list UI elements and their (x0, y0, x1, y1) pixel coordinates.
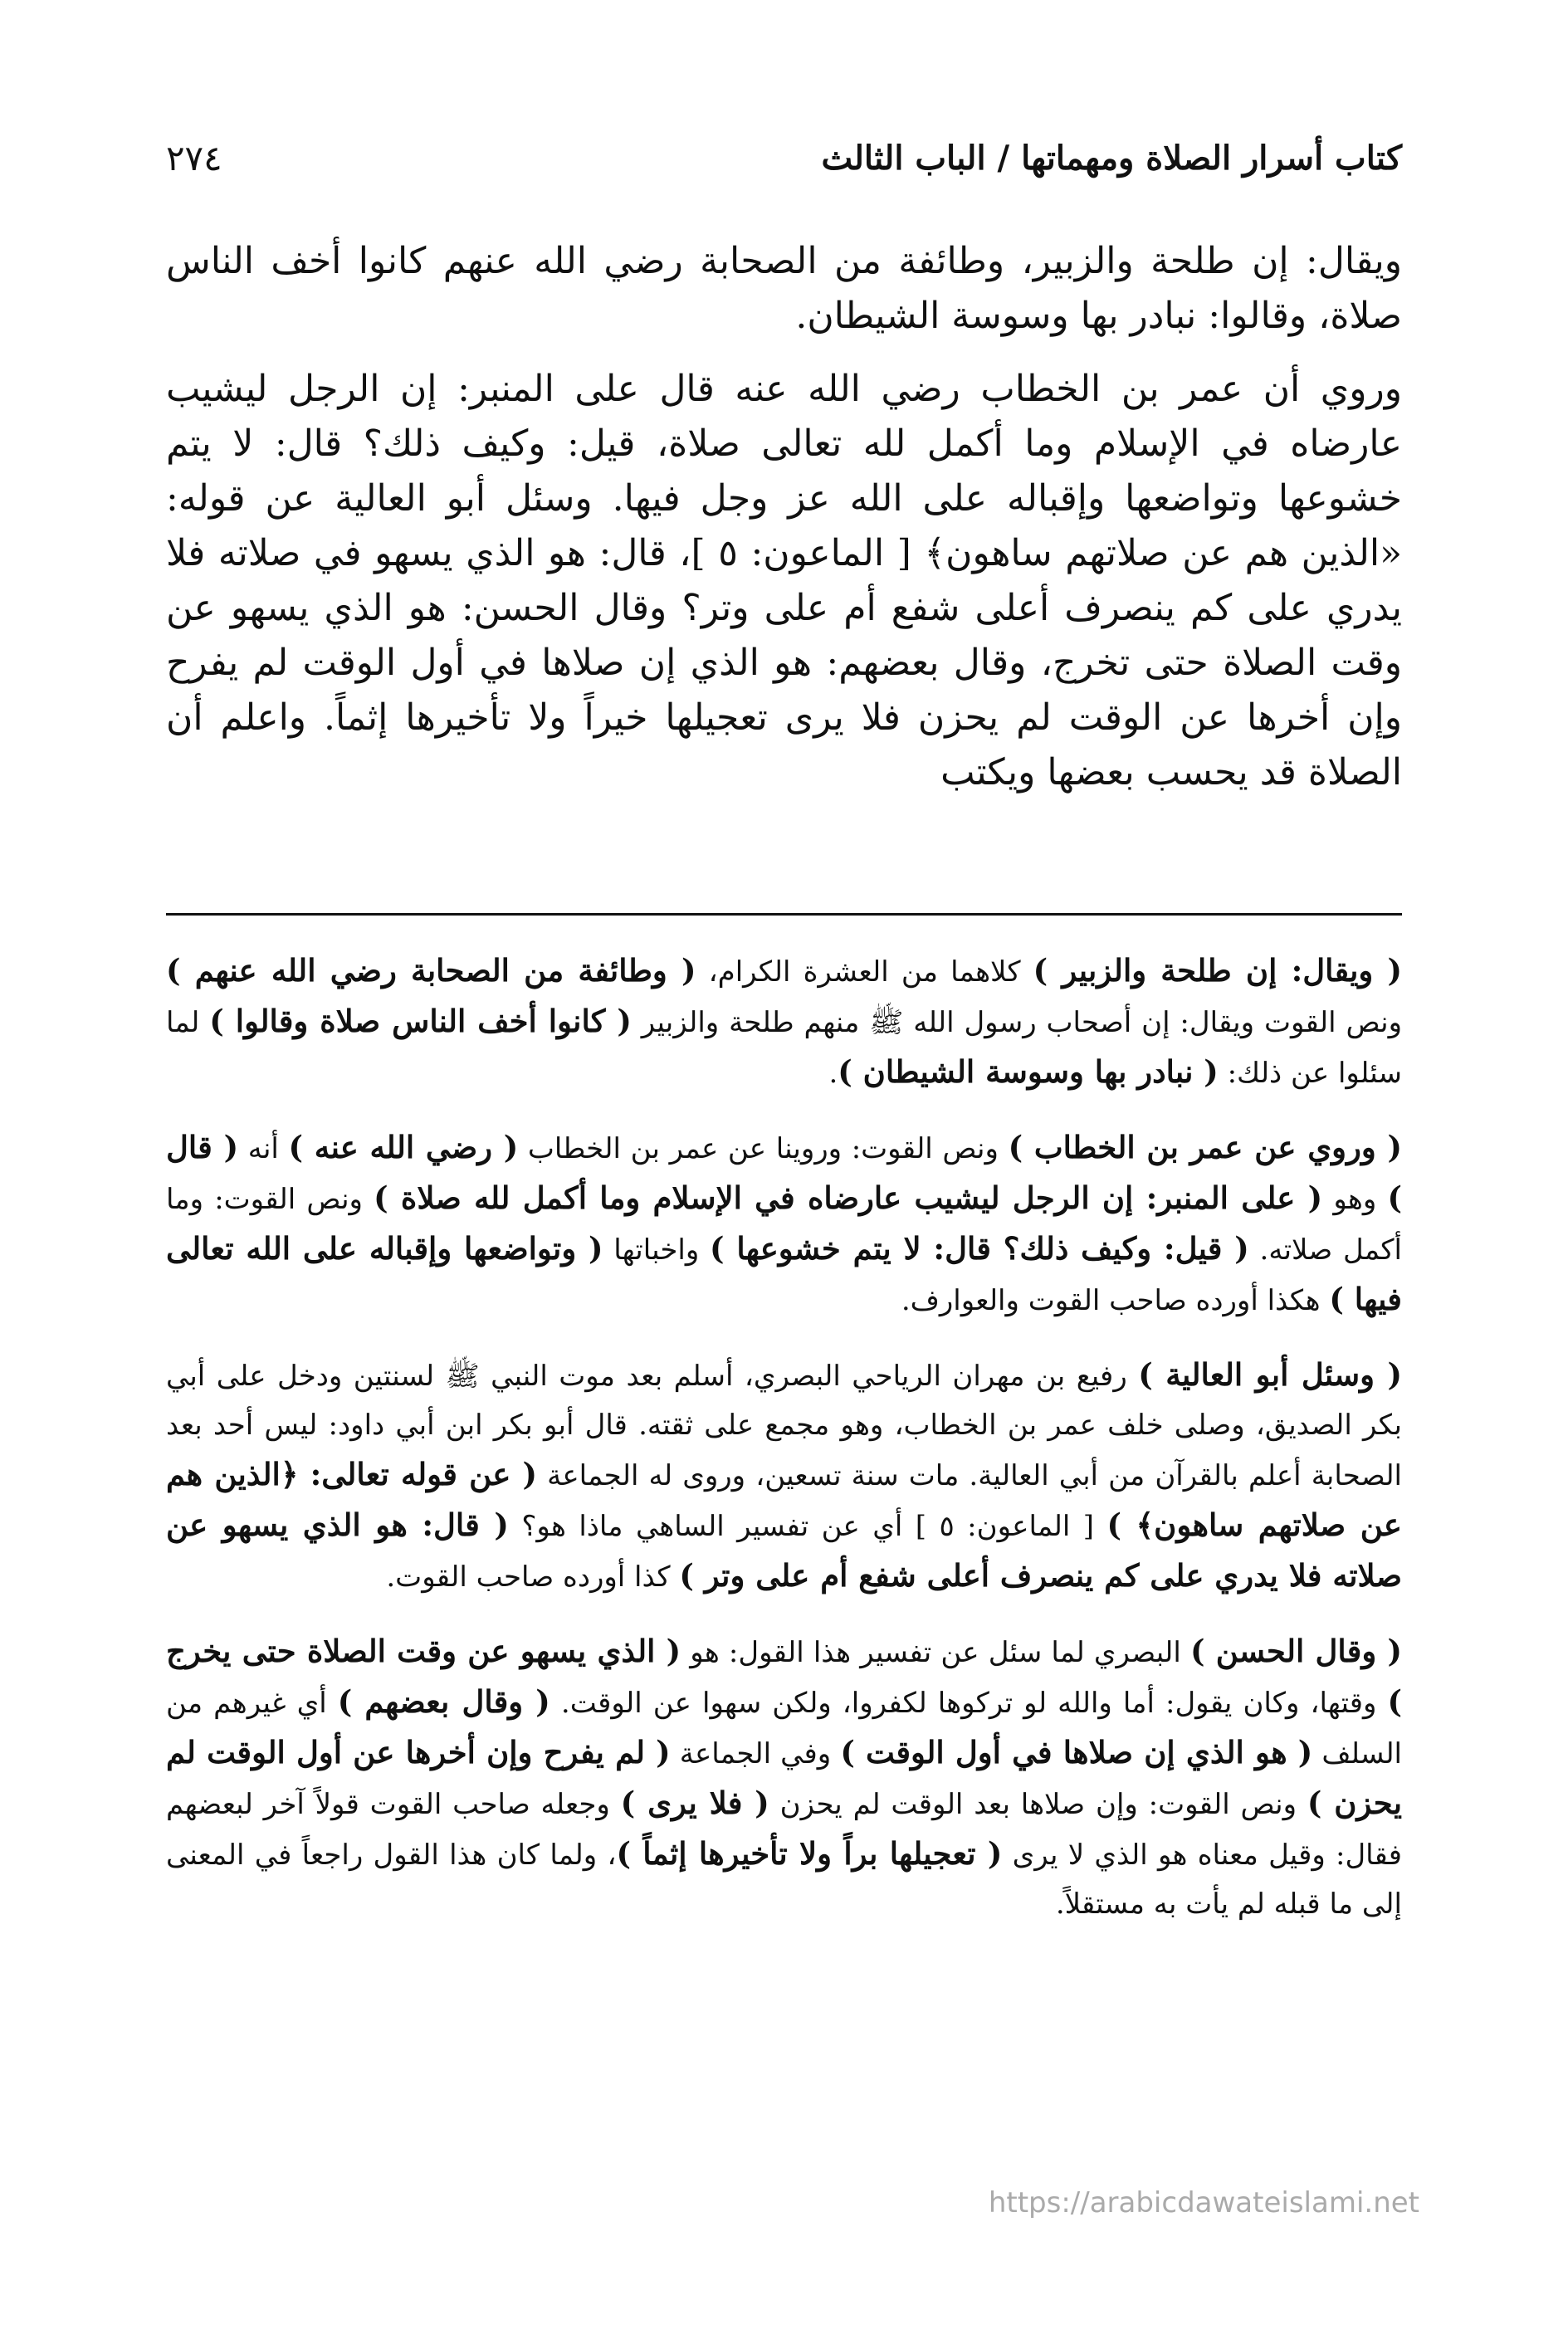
commentary-text: ونص القوت ويقال: إن أصحاب رسول الله ﷺ منهم طلحة والزبير (631, 1006, 1402, 1039)
footnote-divider (166, 913, 1402, 916)
quoted-matn-text: ( وتواضعها وإقباله على الله تعالى فيها ) (166, 1230, 1402, 1317)
commentary-paragraph (166, 946, 1402, 1098)
quoted-matn-text: ( الذي يسهو عن وقت الصلاة حتى يخرج ) (166, 1633, 1403, 1720)
commentary-text: وقتها، وكان يقول: أما والله لو تركوها لكفروا، ولكن سهوا عن الوقت. (550, 1687, 1388, 1720)
commentary-paragraph (166, 1123, 1402, 1326)
commentary-text: كلاهما من العشرة الكرام، (696, 955, 1033, 989)
commentary-notes (166, 946, 1402, 1954)
quoted-matn-text: ( قيل: وكيف ذلك؟ قال: لا يتم خشوعها ) (710, 1230, 1249, 1267)
commentary-text: كذا أورده صاحب القوت. (386, 1560, 680, 1594)
commentary-paragraph (166, 1350, 1402, 1602)
quoted-matn-text: ( هو الذي إن صلاها في أول الوقت ) (840, 1734, 1313, 1770)
running-header (166, 125, 1402, 191)
quoted-matn-text: ( وقال بعضهم ) (337, 1683, 550, 1720)
page-number: ٢٧٤ (166, 137, 222, 178)
commentary-text: ونص القوت: وإن صلاها بعد الوقت لم يحزن (769, 1788, 1307, 1821)
quoted-matn-text: ( نبادر بها وسوسة الشيطان ) (838, 1053, 1219, 1090)
commentary-text: . (828, 1057, 838, 1090)
commentary-text: أنه (238, 1132, 289, 1165)
quoted-matn-text: ( قال: هو الذي يسهو عن صلاته فلا يدري على كم ينصرف أعلى شفع أم على وتر ) (166, 1507, 1402, 1594)
quoted-matn-text: ( وروي عن عمر بن الخطاب ) (1008, 1129, 1402, 1165)
commentary-paragraph (166, 1627, 1402, 1929)
quoted-matn-text: ( فلا يرى ) (620, 1785, 769, 1821)
quoted-matn-text: ( كانوا أخف الناس صلاة وقالوا ) (209, 1003, 632, 1039)
main-paragraph: وروي أن عمر بن الخطاب رضي الله عنه قال على المنبر: إن الرجل ليشيب عارضاه في الإسلام وما أكمل لله تعالى صلاة، قيل: وكيف ذلك؟ قال: لا يتم خشوعها وتواضعها وإقباله على الله عز وجل فيها. وسئل أبو العالية عن قوله: «الذين هم عن صلاتهم ساهون﴾ [ الماعون: ٥ ]، قال: هو الذي يسهو في صلاته فلا يدري على كم ينصرف أعلى شفع أم على وتر؟ وقال الحسن: هو الذي يسهو عن وقت الصلاة حتى تخرج، وقال بعضهم: هو الذي إن صلاها في أول الوقت لم يفرح وإن أخرها عن الوقت لم يحزن فلا يرى تعجيلها خيراً ولا تأخيرها إثماً. واعلم أن الصلاة قد يحسب بعضها ويكتب (166, 368, 1403, 794)
commentary-text: [ الماعون: ٥ ] أي عن تفسير الساهي ماذا هو؟ (508, 1510, 1107, 1543)
commentary-text: وهو (1322, 1183, 1388, 1216)
watermark: https://arabicdawateislami.net (988, 2186, 1419, 2219)
commentary-text: واخباتها (603, 1233, 711, 1267)
commentary-text: لما سئلوا عن ذلك: (166, 1006, 1402, 1090)
commentary-text: البصري لما سئل عن تفسير هذا القول: هو (681, 1636, 1190, 1669)
commentary-text: ونص القوت: وروينا عن عمر بن الخطاب (518, 1132, 1009, 1165)
quoted-matn-text: ( قال ) (166, 1129, 1402, 1216)
main-text (166, 234, 1402, 818)
quoted-matn-text: ( وقال الحسن ) (1189, 1633, 1402, 1669)
commentary-text: هكذا أورده صاحب القوت والعوارف. (901, 1284, 1330, 1317)
commentary-text: وجعله صاحب القوت قولاً آخر لبعضهم فقال: وقيل معناه هو الذي لا يرى (166, 1788, 1402, 1872)
main-paragraph: ويقال: إن طلحة والزبير، وطائفة من الصحابة رضي الله عنهم كانوا أخف الناس صلاة، وقالوا: نبادر بها وسوسة الشيطان. (166, 240, 1402, 337)
commentary-text: رفيع بن مهران الرياحي البصري، أسلم بعد موت النبي ﷺ لسنتين ودخل على أبي بكر الصديق، وصلى خلف عمر بن الخطاب، وهو مجمع على ثقته. قال أبو بكر ابن أبي داود: ليس أحد بعد الصحابة أعلم بالقرآن من أبي العالية. مات سنة تسعين، وروى له الجماعة (166, 1360, 1402, 1492)
quoted-matn-text: ( وطائفة من الصحابة رضي الله عنهم ) (166, 952, 696, 989)
quoted-matn-text: ( تعجيلها براً ولا تأخيرها إثماً ) (616, 1835, 1003, 1872)
header-title: كتاب أسرار الصلاة ومهماتها / الباب الثالث (821, 138, 1402, 178)
quoted-matn-text: ( رضي الله عنه ) (288, 1129, 519, 1165)
commentary-text: ، ولما كان هذا القول راجعاً في المعنى إلى ما قبله لم يأت به مستقلاً. (166, 1839, 1402, 1921)
quoted-matn-text: ( على المنبر: إن الرجل ليشيب عارضاه في الإسلام وما أكمل لله صلاة ) (374, 1179, 1323, 1216)
quoted-matn-text: ( لم يفرح وإن أخرها عن أول الوقت لم يحزن ) (166, 1734, 1402, 1821)
commentary-text: أي غيرهم من السلف (166, 1687, 1403, 1770)
quoted-matn-text: ( ويقال: إن طلحة والزبير ) (1033, 952, 1402, 989)
quoted-matn-text: ( وسئل أبو العالية ) (1138, 1356, 1402, 1393)
commentary-text: وفي الجماعة (670, 1737, 841, 1770)
quoted-matn-text: ( عن قوله تعالى: ﴿الذين هم عن صلاتهم ساهون﴾ ) (166, 1456, 1402, 1543)
commentary-text: ونص القوت: وما أكمل صلاته. (166, 1183, 1402, 1267)
